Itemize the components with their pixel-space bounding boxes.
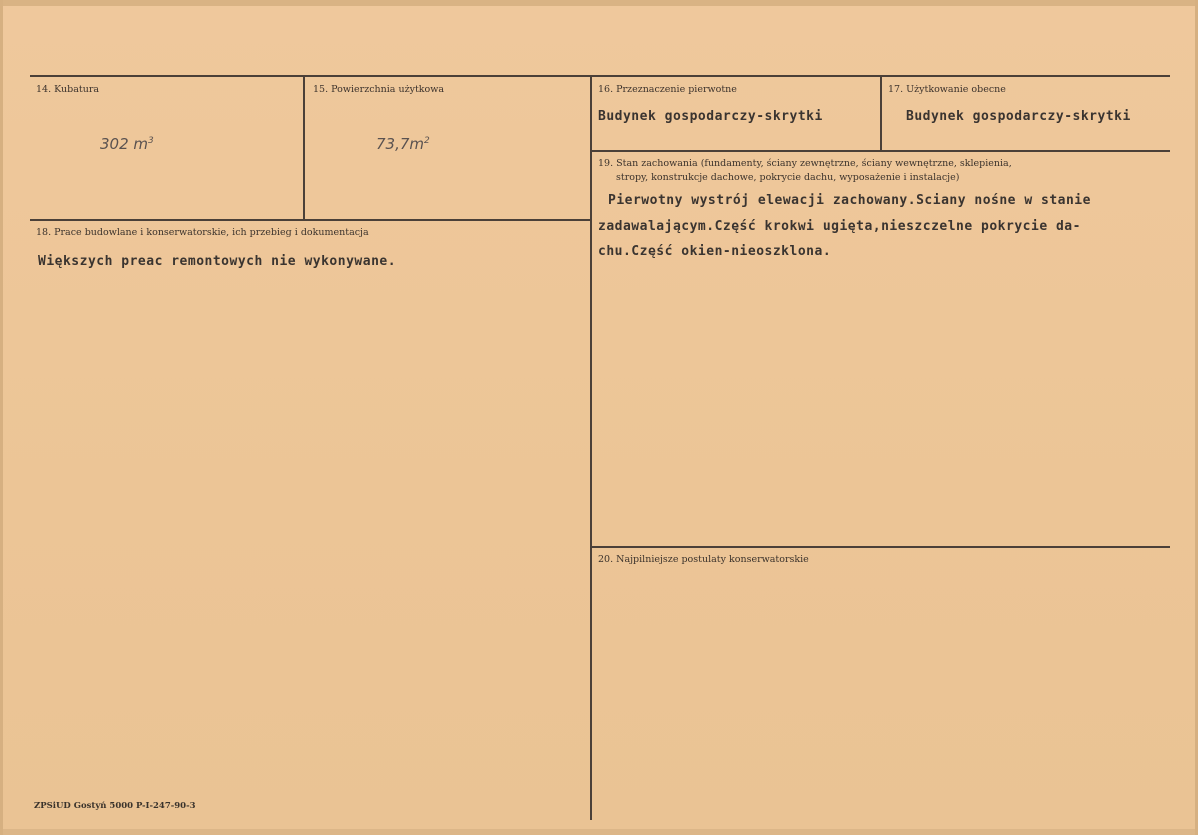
field-19-line-3: chu.Część okien-nieoszklona.	[598, 244, 832, 259]
print-footer: ZPSiUD Gostyń 5000 P-I-247-90-3	[34, 801, 196, 811]
center-divider	[590, 75, 592, 820]
field-15-value: $73,7m^2$	[376, 135, 430, 153]
card-edge-left	[0, 0, 3, 835]
top-rule	[30, 75, 1170, 77]
card-edge-bottom	[0, 829, 1198, 835]
rule-under-16-17	[590, 150, 1170, 152]
rule-under-14-15	[30, 219, 590, 221]
divider-16-17	[880, 75, 882, 150]
field-16-value: Budynek gospodarczy-skrytki	[598, 109, 823, 124]
field-18-value: Większych preac remontowych nie wykonywane.	[38, 254, 397, 269]
field-15-label: 15. Powierzchnia użytkowa	[313, 84, 445, 95]
field-17-label: 17. Użytkowanie obecne	[888, 84, 1006, 95]
rule-above-20	[590, 546, 1170, 548]
field-18-label: 18. Prace budowlane i konserwatorskie, ich przebieg i dokumentacja	[36, 227, 369, 238]
divider-14-15	[303, 75, 305, 220]
field-19-label-line1: 19. Stan zachowania (fundamenty, ściany zewnętrzne, ściany wewnętrzne, sklepienia,	[598, 158, 1012, 169]
field-14-label: 14. Kubatura	[36, 84, 100, 95]
field-19-line-1: Pierwotny wystrój elewacji zachowany.Sciany nośne w stanie	[608, 193, 1091, 208]
card-edge-top	[0, 0, 1198, 6]
field-19-label-line2: stropy, konstrukcje dachowe, pokrycie dachu, wyposażenie i instalacje)	[616, 172, 960, 183]
field-17-value: Budynek gospodarczy-skrytki	[906, 109, 1131, 124]
field-19-line-2: zadawalającym.Część krokwi ugięta,nieszczelne pokrycie da-	[598, 219, 1081, 234]
field-16-label: 16. Przeznaczenie pierwotne	[598, 84, 737, 95]
field-14-value: 302 $m^3$	[100, 135, 154, 153]
field-20-label: 20. Najpilniejsze postulaty konserwatorskie	[598, 554, 809, 565]
